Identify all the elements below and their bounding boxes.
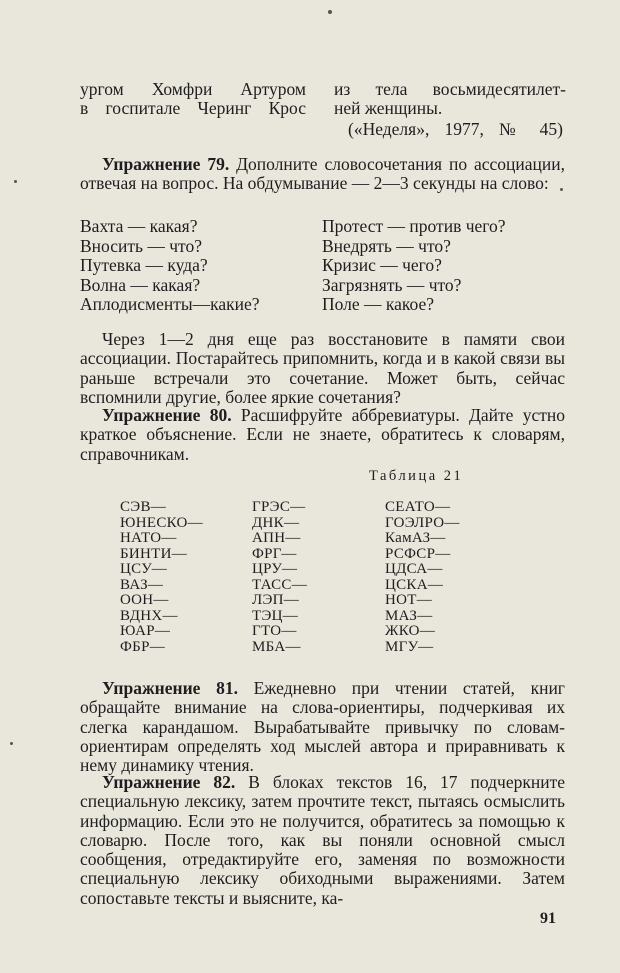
- exercise-82-text: В блоках текстов 16, 17 подчеркните специальную лексику, затем прочтите текст, пытаясь осмыслить информацию. Если это не получится, обратитесь за помощью к словарю. После того, как вы поняли основной смысл сообщения, отредактируйте его, заменяя по возможности специальную лексику обиходными выражениями. Затем сопоставьте тексты и выясните, ка-: [80, 772, 565, 908]
- abbreviation-item: ЮАР—: [120, 623, 171, 639]
- exercise-79-label: Упражнение 79.: [102, 154, 230, 174]
- abbreviation-item: КамАЗ—: [385, 530, 446, 546]
- abbreviation-item: РСФСР—: [385, 545, 451, 562]
- abbreviation-item: МГУ—: [385, 638, 434, 655]
- top-right-column: [334, 80, 566, 118]
- abbreviation-item: АПН—: [252, 530, 301, 546]
- exercise-80-label: Упражнение 80.: [102, 405, 232, 425]
- exercise-79-followup: [80, 330, 565, 407]
- abbreviation-item: ТАСС—: [252, 576, 308, 593]
- paper-speck: [560, 188, 563, 191]
- top-left-column: [80, 80, 306, 118]
- abbreviation-item: ЦСУ—: [120, 561, 168, 577]
- exercise-82-label: Упражнение 82.: [102, 772, 236, 792]
- top-left-line: ургом Хомфри Артуром: [80, 79, 306, 99]
- top-left-line: в госпитале Черинг Крос: [80, 98, 306, 118]
- abbreviation-item: ВДНХ—: [120, 607, 178, 624]
- abbreviation-item: ЮНЕСКО—: [120, 514, 203, 531]
- abbreviation-item: ФРГ—: [252, 545, 297, 562]
- paper-speck: [328, 10, 332, 14]
- exercise-79-text: Дополните словосочетания по ассоциации, отвечая на вопрос. На обдумывание — 2—3 секунды на слово:: [80, 154, 565, 194]
- abbreviation-item: ТЭЦ—: [252, 607, 299, 624]
- exercise-81: [80, 679, 565, 775]
- paper-speck: [10, 742, 13, 745]
- list-item: Вносить — что?: [80, 235, 202, 256]
- table-caption: Таблица 21: [369, 468, 464, 484]
- exercise-82: [80, 773, 565, 908]
- exercise-81-text: Ежедневно при чтении статей, книг обращайте внимание на слова-ориентиры, подчеркивая их слегка карандашом. Вырабатывайте привычку по словам-ориентирам определять ход мыслей автора и приравнивать к нему динамику чтения.: [80, 678, 565, 776]
- list-item: Волна — какая?: [80, 274, 201, 295]
- association-list-left: [80, 217, 260, 315]
- abbreviation-item: ГТО—: [252, 623, 297, 639]
- exercise-80: [80, 406, 565, 464]
- paper-speck: [14, 180, 17, 183]
- list-item: Загрязнять — что?: [322, 274, 462, 295]
- abbreviation-item: ГРЭС—: [252, 499, 306, 515]
- abbreviation-column-3: [385, 500, 460, 655]
- abbreviation-item: НАТО—: [120, 530, 177, 546]
- list-item: Вахта — какая?: [80, 216, 198, 236]
- abbreviation-item: СЕАТО—: [385, 499, 451, 515]
- list-item: Аплодисменты—какие?: [80, 294, 260, 314]
- list-item: Кризис — чего?: [322, 255, 442, 275]
- abbreviation-item: БИНТИ—: [120, 545, 188, 562]
- abbreviation-item: ЖКО—: [385, 623, 436, 639]
- abbreviation-column-2: [252, 500, 307, 655]
- exercise-80-text: Расшифруйте аббревиатуры. Дайте устно краткое объяснение. Если не знаете, обратитесь к словарям, справочникам.: [80, 405, 565, 464]
- list-item: Поле — какое?: [322, 294, 435, 314]
- abbreviation-item: ВАЗ—: [120, 576, 164, 593]
- followup-text: Через 1—2 дня еще раз восстановите в памяти свои ассоциации. Постарайтесь припомнить, когда и в какой связи вы раньше встречали это сочетание. Может быть, сейчас вспомнили другие, более яркие сочетания?: [80, 329, 565, 407]
- exercise-81-label: Упражнение 81.: [102, 678, 238, 698]
- abbreviation-item: ООН—: [120, 592, 169, 608]
- abbreviation-item: ДНК—: [252, 514, 300, 531]
- abbreviation-item: НОТ—: [385, 592, 433, 608]
- page-number: 91: [540, 910, 556, 927]
- abbreviation-column-1: [120, 500, 203, 655]
- abbreviation-item: ЛЭП—: [252, 592, 300, 608]
- association-list-right: [322, 217, 506, 315]
- source-citation: («Неделя», 1977, № 45): [348, 119, 563, 139]
- abbreviation-item: ЦДСА—: [385, 561, 443, 577]
- list-item: Протест — против чего?: [322, 216, 506, 236]
- abbreviation-item: МАЗ—: [385, 607, 433, 624]
- abbreviation-item: ЦРУ—: [252, 561, 298, 577]
- exercise-79: [80, 155, 565, 194]
- abbreviation-item: ЦСКА—: [385, 576, 444, 593]
- abbreviation-item: СЭВ—: [120, 499, 167, 515]
- list-item: Путевка — куда?: [80, 255, 208, 275]
- abbreviation-item: ГОЭЛРО—: [385, 514, 460, 531]
- abbreviation-item: МБА—: [252, 638, 301, 655]
- top-right-line: из тела восьмидесятилет-: [334, 79, 566, 99]
- list-item: Внедрять — что?: [322, 235, 451, 256]
- top-right-line: ней женщины.: [334, 98, 443, 118]
- abbreviation-item: ФБР—: [120, 638, 166, 655]
